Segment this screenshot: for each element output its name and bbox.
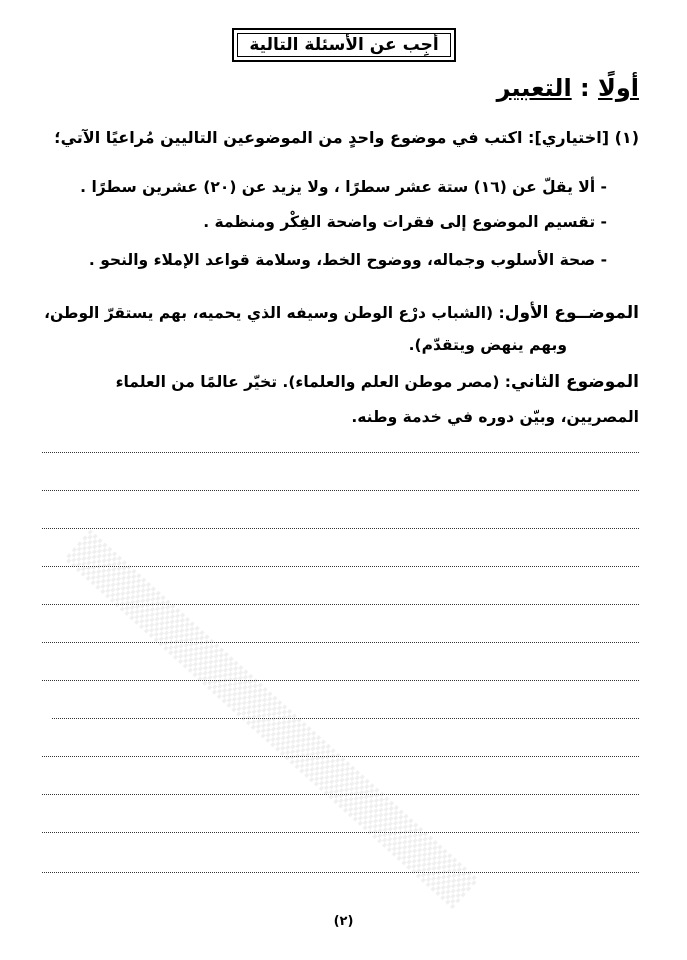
answer-line[interactable] — [42, 680, 639, 681]
watermark: ▒▒▒▒▒▒▒▒▒▒▒▒▒▒▒▒▒▒▒▒ — [63, 530, 479, 910]
question-text: : اكتب في موضوع واحدٍ من الموضوعين التاليين مُراعيًا الآتي؛ — [54, 128, 535, 147]
topic1-line2: وبهم ينهض ويتقدّم). — [408, 336, 567, 354]
section-heading — [497, 74, 639, 102]
criteria-item: - ألا يقلّ عن (١٦) ستة عشر سطرًا ، ولا يزيد عن (٢٠) عشرين سطرًا . — [80, 178, 607, 196]
question-number: (١) — [614, 128, 639, 147]
answer-line[interactable] — [42, 872, 639, 873]
answer-line[interactable] — [42, 566, 639, 567]
topic1-line1 — [42, 303, 639, 323]
answer-line[interactable] — [42, 604, 639, 605]
topic2-line1 — [42, 372, 639, 392]
criteria-item: - تقسيم الموضوع إلى فقرات واضحة الفِكْر ومنظمة . — [203, 213, 607, 231]
answer-line[interactable] — [42, 452, 639, 453]
topic1-label: الموضــوع الأول — [504, 303, 639, 323]
section-colon: : — [571, 74, 598, 102]
instruction-title: أجِب عن الأسئلة التالية — [237, 33, 451, 57]
topic1-text: : (الشباب درْع الوطن وسيفه الذي يحميه، بهم يستقرّ الوطن، — [44, 304, 505, 322]
answer-line[interactable] — [42, 756, 639, 757]
topic2-label: الموضوع الثاني — [511, 372, 639, 392]
criteria-item: - صحة الأسلوب وجماله، ووضوح الخط، وسلامة قواعد الإملاء والنحو . — [88, 251, 607, 269]
answer-line[interactable] — [42, 832, 639, 833]
answer-line[interactable] — [52, 718, 639, 719]
instruction-title-box — [232, 28, 456, 62]
question-line — [42, 128, 639, 147]
section-name: التعبير — [496, 74, 572, 102]
answer-line[interactable] — [42, 528, 639, 529]
question-tag: [اختياري] — [534, 128, 610, 147]
topic2-line2: المصريين، وبيّن دوره في خدمة وطنه. — [351, 408, 639, 426]
page-number: (٢) — [333, 914, 354, 929]
answer-line[interactable] — [42, 642, 639, 643]
section-label: أولًا — [597, 74, 639, 102]
answer-line[interactable] — [42, 794, 639, 795]
topic2-text: : (مصر موطن العلم والعلماء). تخيّر عالمًا من العلماء — [115, 373, 511, 391]
answer-line[interactable] — [42, 490, 639, 491]
